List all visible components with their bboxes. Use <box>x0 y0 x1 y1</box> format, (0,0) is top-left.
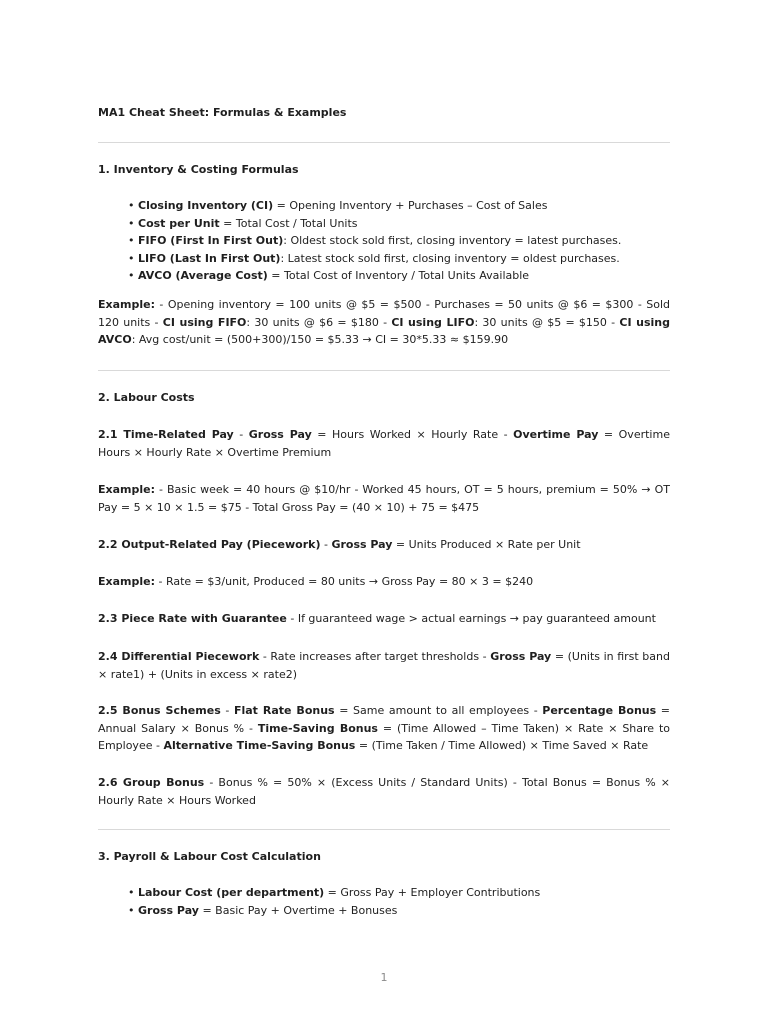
term: LIFO (Last In First Out) <box>138 251 281 265</box>
time-related-example <box>98 481 670 516</box>
text: : 30 units @ $5 = $150 - <box>474 315 620 329</box>
subheading: 2.4 Differential Piecework <box>98 650 260 663</box>
term: FIFO (First In First Out) <box>138 234 284 248</box>
piece-rate-guarantee <box>98 610 670 628</box>
text: - Opening inventory = 100 units @ $5 = $500 - Purchases = 50 units @ $6 = $300 - Sold 120 units - <box>98 298 670 329</box>
text: : Avg cost/unit = (500+300)/150 = $5.33 → CI = 30*5.33 ≈ $159.90 <box>131 333 509 347</box>
definition: = Gross Pay + Employer Contributions <box>324 886 541 899</box>
output-related-pay <box>98 536 670 554</box>
text: - If guaranteed wage > actual earnings → pay guaranteed amount <box>286 612 656 625</box>
text: - <box>220 704 234 717</box>
divider <box>98 370 670 371</box>
term: Flat Rate Bonus <box>233 704 335 717</box>
text: - Basic week = 40 hours @ $10/hr - Worked 45 hours, OT = 5 hours, premium = 50% → OT Pay = 5 × 10 × 1.5 = $75 - Total Gross Pay = (40 × 10) + 75 = $475 <box>98 483 670 514</box>
page-number: 1 <box>380 971 388 984</box>
inventory-formula-list <box>128 197 668 285</box>
definition: = Basic Pay + Overtime + Bonuses <box>198 903 398 917</box>
definition: = Total Cost / Total Units <box>219 216 358 230</box>
text: = (Time Allowed – Time Taken) × Rate × Share to Employee - <box>98 721 671 753</box>
term: CI using LIFO <box>391 315 475 329</box>
text: - Bonus % = 50% × (Excess Units / Standard Units) - Total Bonus = Bonus % × Hourly Rate × Hours Worked <box>98 776 670 807</box>
section-heading-labour: 2. Labour Costs <box>98 391 195 404</box>
term: Alternative Time-Saving Bonus <box>163 739 356 753</box>
document-title: MA1 Cheat Sheet: Formulas & Examples <box>98 106 347 119</box>
subheading: 2.5 Bonus Schemes <box>98 704 221 717</box>
text: = Annual Salary × Bonus % - <box>98 704 670 735</box>
definition: : Oldest stock sold first, closing inventory = latest purchases. <box>283 234 622 248</box>
section-heading-payroll: 3. Payroll & Labour Cost Calculation <box>98 850 321 863</box>
output-related-example <box>98 573 670 591</box>
text: - <box>233 428 249 441</box>
text: = Overtime Hours × Hourly Rate × Overtime Premium <box>98 428 670 459</box>
bonus-schemes <box>98 702 670 755</box>
list-item: • Labour Cost (per department) = Gross Pay + Employer Contributions <box>128 886 541 899</box>
divider <box>98 142 670 143</box>
group-bonus <box>98 774 670 809</box>
term: Overtime Pay <box>513 428 599 441</box>
differential-piecework <box>98 648 670 683</box>
inventory-example <box>98 296 670 349</box>
term: Closing Inventory (CI) <box>138 199 274 212</box>
text: - Rate increases after target thresholds - <box>259 650 491 663</box>
term: Gross Pay <box>331 538 393 551</box>
list-item: • Gross Pay = Basic Pay + Overtime + Bonuses <box>128 903 398 917</box>
example-label: Example: <box>98 575 155 588</box>
list-item: • FIFO (First In First Out): Oldest stock sold first, closing inventory = latest purchases. <box>128 234 622 248</box>
term: Cost per Unit <box>138 216 220 230</box>
example-label: Example: <box>98 483 155 496</box>
text: = Same amount to all employees - <box>334 704 543 717</box>
text: = (Time Taken / Time Allowed) × Time Saved × Rate <box>355 739 649 753</box>
subheading: 2.1 Time-Related Pay <box>98 428 234 441</box>
term: CI using FIFO <box>162 315 247 329</box>
section-heading-inventory: 1. Inventory & Costing Formulas <box>98 163 299 176</box>
text: - Rate = $3/unit, Produced = 80 units → Gross Pay = 80 × 3 = $240 <box>155 575 534 588</box>
term: Percentage Bonus <box>542 704 657 717</box>
text: - <box>320 538 332 551</box>
definition: : Latest stock sold first, closing inventory = oldest purchases. <box>280 251 620 265</box>
definition: = Opening Inventory + Purchases – Cost of Sales <box>273 199 548 212</box>
text: = Hours Worked × Hourly Rate - <box>311 428 514 441</box>
text: = Units Produced × Rate per Unit <box>392 538 581 551</box>
text: = (Units in first band × rate1) + (Units in excess × rate2) <box>98 650 670 681</box>
subheading: 2.3 Piece Rate with Guarantee <box>98 612 287 625</box>
term: Gross Pay <box>248 428 312 441</box>
term: Time-Saving Bonus <box>257 721 378 735</box>
term: Labour Cost (per department) <box>138 886 325 899</box>
term: CI using AVCO <box>98 315 670 347</box>
list-item: • Cost per Unit = Total Cost / Total Units <box>128 216 358 230</box>
list-item: • LIFO (Last In First Out): Latest stock sold first, closing inventory = oldest purchases. <box>128 251 620 265</box>
text: : 30 units @ $6 = $180 - <box>246 315 392 329</box>
list-item: • AVCO (Average Cost) = Total Cost of Inventory / Total Units Available <box>128 269 530 283</box>
divider <box>98 829 670 830</box>
payroll-formula-list <box>128 884 668 919</box>
definition: = Total Cost of Inventory / Total Units Available <box>267 269 530 283</box>
term: Gross Pay <box>138 903 199 917</box>
subheading: 2.6 Group Bonus <box>98 776 205 789</box>
time-related-pay <box>98 426 670 461</box>
list-item: • Closing Inventory (CI) = Opening Inventory + Purchases – Cost of Sales <box>128 199 548 212</box>
term: Gross Pay <box>490 650 552 663</box>
subheading: 2.2 Output-Related Pay (Piecework) <box>98 538 321 551</box>
term: AVCO (Average Cost) <box>138 269 268 283</box>
example-label: Example: <box>98 298 155 311</box>
